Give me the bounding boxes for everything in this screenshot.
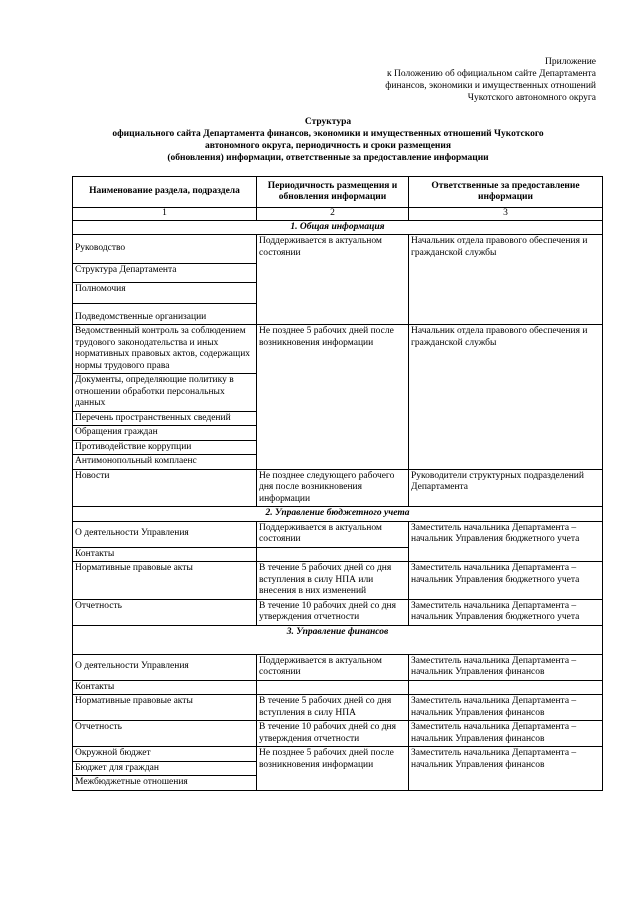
responsible: Заместитель начальника Департамента – начальник Управления бюджетного учета	[409, 562, 603, 600]
section-name: Контакты	[73, 547, 257, 562]
table-row	[73, 680, 603, 695]
column-number: 1	[73, 208, 257, 221]
section-heading: 1. Общая информация	[73, 220, 603, 235]
table-row	[73, 325, 603, 374]
responsible: Заместитель начальника Департамента – начальник Управления бюджетного учета	[409, 521, 603, 562]
periodicity: Не позднее следующего рабочего дня после возникновения информации	[257, 469, 409, 507]
table-row	[73, 562, 603, 600]
section-name: Руководство	[73, 235, 257, 264]
column-number-row	[73, 208, 603, 221]
table-row	[73, 695, 603, 721]
section-name: Подведомственные организации	[73, 304, 257, 325]
column-header: Ответственные за предоставление информации	[409, 177, 603, 208]
section-name: Документы, определяющие политику в отношении обработки персональных данных	[73, 374, 257, 412]
section-name: Нормативные правовые акты	[73, 695, 257, 721]
table-row	[73, 747, 603, 762]
periodicity-empty	[257, 680, 409, 695]
periodicity: В течение 5 рабочих дней со дня вступления в силу НПА или внесения в них изменений	[257, 562, 409, 600]
section-heading-row	[73, 220, 603, 235]
appendix-block	[296, 56, 596, 104]
title-line: Структура	[304, 117, 352, 127]
section-heading: 3. Управление финансов	[73, 625, 603, 654]
responsible: Заместитель начальника Департамента – начальник Управления финансов	[409, 654, 603, 680]
table-row	[73, 235, 603, 264]
section-name: Окружной бюджет	[73, 747, 257, 762]
section-name: Перечень пространственных сведений	[73, 411, 257, 426]
periodicity: Поддерживается в актуальном состоянии	[257, 654, 409, 680]
section-name: Полномочия	[73, 283, 257, 304]
table-row	[73, 721, 603, 747]
periodicity: Не позднее 5 рабочих дней после возникновения информации	[257, 747, 409, 791]
section-name: Контакты	[73, 680, 257, 695]
periodicity: Поддерживается в актуальном состоянии	[257, 235, 409, 325]
section-heading: 2. Управление бюджетного учета	[73, 507, 603, 522]
section-name: Обращения граждан	[73, 426, 257, 441]
periodicity: В течение 5 рабочих дней со дня вступления в силу НПА	[257, 695, 409, 721]
responsible-empty	[409, 680, 603, 695]
document-title	[60, 116, 596, 164]
responsible: Заместитель начальника Департамента – начальник Управления финансов	[409, 747, 603, 791]
column-number: 2	[257, 208, 409, 221]
periodicity-empty	[257, 547, 409, 562]
appendix-line: финансов, экономики и имущественных отношений	[385, 81, 596, 91]
section-name: Межбюджетные отношения	[73, 776, 257, 791]
header-row	[73, 177, 603, 208]
appendix-line: к Положению об официальном сайте Департамента	[387, 69, 596, 79]
periodicity: В течение 10 рабочих дней со дня утверждения отчетности	[257, 599, 409, 625]
section-heading-row	[73, 507, 603, 522]
column-number: 3	[409, 208, 603, 221]
responsible: Начальник отдела правового обеспечения и гражданской службы	[409, 235, 603, 325]
responsible: Начальник отдела правового обеспечения и гражданской службы	[409, 325, 603, 470]
appendix-line: Приложение	[545, 57, 596, 67]
column-header: Наименование раздела, подраздела	[73, 177, 257, 208]
periodicity: Не позднее 5 рабочих дней после возникновения информации	[257, 325, 409, 470]
section-name: О деятельности Управления	[73, 654, 257, 680]
section-name: Ведомственный контроль за соблюдением трудового законодательства и иных нормативных правовых актов, содержащих нормы трудового права	[73, 325, 257, 374]
table-row	[73, 654, 603, 680]
title-line: автономного округа, периодичность и сроки размещения	[204, 141, 452, 151]
section-name: Нормативные правовые акты	[73, 562, 257, 600]
table-row	[73, 469, 603, 507]
title-line: (обновления) информации, ответственные за предоставление информации	[167, 153, 489, 163]
responsible: Заместитель начальника Департамента – начальник Управления бюджетного учета	[409, 599, 603, 625]
responsible: Заместитель начальника Департамента – начальник Управления финансов	[409, 721, 603, 747]
section-name: Новости	[73, 469, 257, 507]
periodicity: Поддерживается в актуальном состоянии	[257, 521, 409, 547]
structure-table	[72, 176, 603, 791]
appendix-line: Чукотского автономного округа	[467, 93, 596, 103]
column-header: Периодичность размещения и обновления информации	[257, 177, 409, 208]
responsible: Руководители структурных подразделений Департамента	[409, 469, 603, 507]
table-row	[73, 599, 603, 625]
responsible: Заместитель начальника Департамента – начальник Управления финансов	[409, 695, 603, 721]
section-name: Структура Департамента	[73, 264, 257, 283]
title-line: официального сайта Департамента финансов, экономики и имущественных отношений Чукотского	[112, 129, 544, 139]
section-heading-row	[73, 625, 603, 654]
periodicity: В течение 10 рабочих дней со дня утверждения отчетности	[257, 721, 409, 747]
section-name: О деятельности Управления	[73, 521, 257, 547]
section-name: Отчетность	[73, 599, 257, 625]
section-name: Противодействие коррупции	[73, 440, 257, 455]
section-name: Антимонопольный комплаенс	[73, 455, 257, 470]
table-row	[73, 521, 603, 547]
section-name: Отчетность	[73, 721, 257, 747]
section-name: Бюджет для граждан	[73, 761, 257, 776]
